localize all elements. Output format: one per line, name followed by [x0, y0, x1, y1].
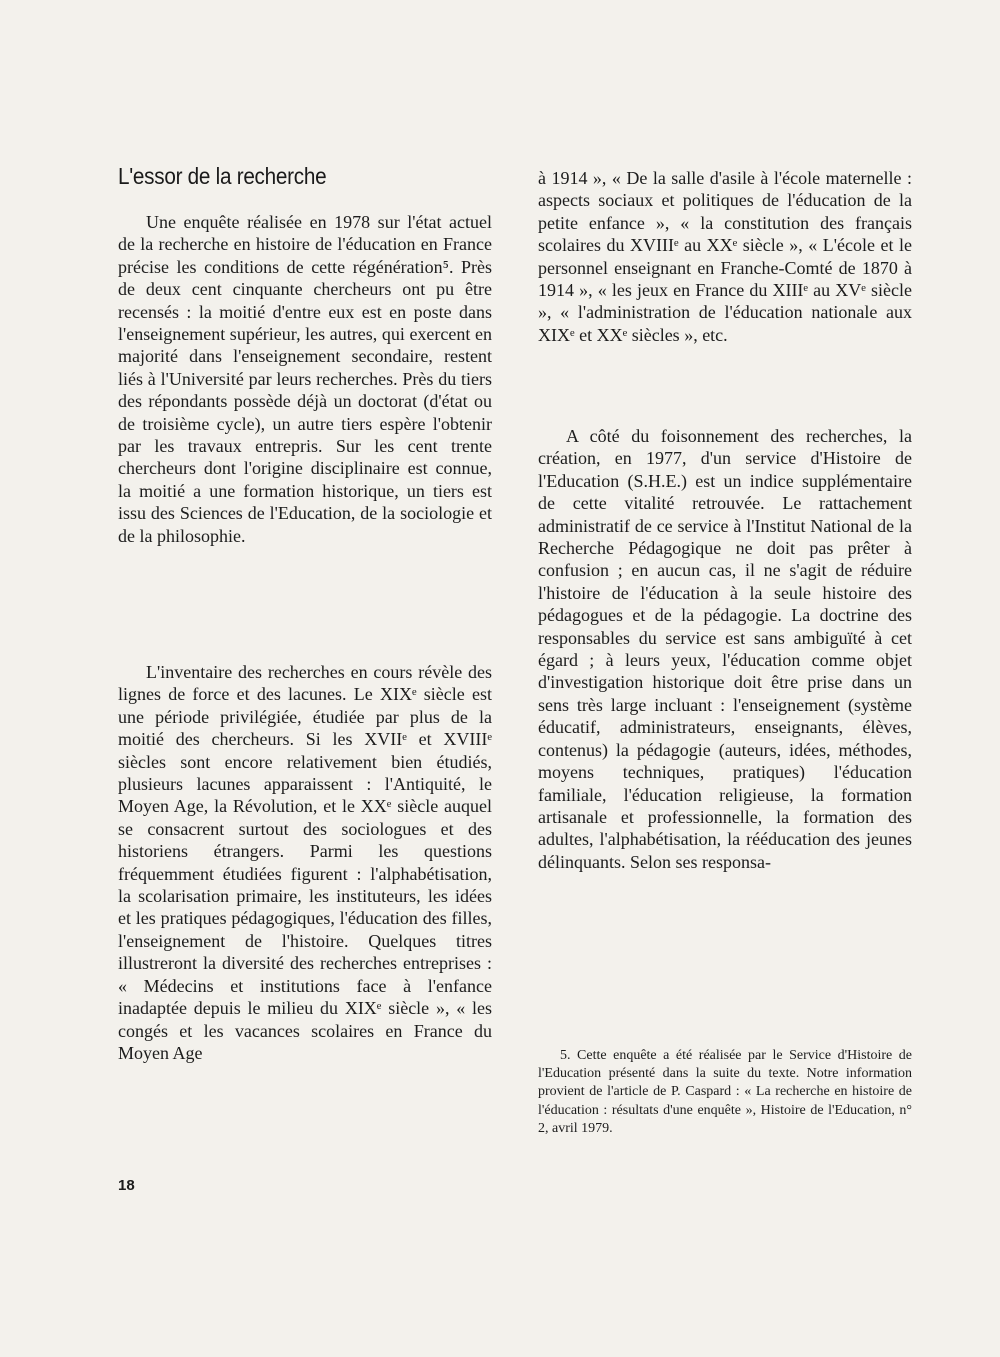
body-paragraph: à 1914 », « De la salle d'asile à l'école maternelle : aspects sociaux et politiques de l'éducation de la petite enfance », « la constitution des français scolaires du XVIIIᵉ au XXᵉ siècle », « L'école et le personnel enseignant en Franche-Comté de 1870 à 1914 », « les jeux en France du XIIIᵉ au XVᵉ siècle », « l'administration de l'éducation nationale aux XIXᵉ et XXᵉ siècles », etc. — [538, 168, 912, 345]
footnote: 5. Cette enquête a été réalisée par le Service d'Histoire de l'Education présenté dans la suite du texte. Notre information provient de l'article de P. Caspard : « La recherche en histoire de l'éducation : résultats d'une enquête », Histoire de l'Education, n° 2, avril 1979. — [538, 1048, 912, 1136]
section-heading: L'essor de la recherche — [118, 163, 327, 189]
page-number: 18 — [118, 1177, 135, 1194]
body-paragraph: L'inventaire des recherches en cours révèle des lignes de force et des lacunes. Le XIXᵉ siècle est une période privilégiée, étudiée par plus de la moitié des chercheurs. Si les XVIIᵉ et XVIIIᵉ siècles sont encore relativement bien étudiés, plusieurs lacunes apparaissent : l'Antiquité, le Moyen Age, la Révolution, et le XXᵉ siècle auquel se consacrent surtout des sociologues et des historiens étrangers. Parmi les questions fréquemment étudiées figurent : l'alphabétisation, la scolarisation primaire, les instituteurs, les idées et les pratiques pédagogiques, l'éducation des filles, l'enseignement de l'histoire. Quelques titres illustreront la diversité des recherches entreprises : « Médecins et institutions face à l'enfance inadaptée depuis le milieu du XIXᵉ siècle », « les congés et les vacances scolaires en France du Moyen Age — [118, 662, 492, 1063]
body-paragraph: A côté du foisonnement des recherches, la création, en 1977, d'un service d'Histoire de l'Education (S.H.E.) est un indice supplémentaire de cette vitalité retrouvée. Le rattachement administratif de ce service à l'Institut National de la Recherche Pédagogique ne doit pas prêter à confusion ; en aucun cas, il ne s'agit de réduire l'histoire de l'éducation à la seule histoire des pédagogues et de la pédagogie. La doctrine des responsables du service est sans ambiguïté à cet égard ; à leurs yeux, l'éducation comme objet d'investigation historique doit être prise dans un sens très large incluant : l'enseignement (système éducatif, administrateurs, enseignants, élèves, contenus) la pédagogie (auteurs, idées, méthodes, moyens techniques, pratiques) l'éducation familiale, l'éducation religieuse, la formation artisanale et professionnelle, la formation des adultes, l'alphabétisation, la rééducation des jeunes délinquants. Selon ses responsa- — [538, 426, 912, 872]
body-paragraph: Une enquête réalisée en 1978 sur l'état actuel de la recherche en histoire de l'éducation en France précise les conditions de cette régénération⁵. Près de deux cent cinquante chercheurs ont pu être recensés : la moitié d'entre eux est en poste dans l'enseignement supérieur, les autres, qui exercent en majorité dans l'enseignement secondaire, restent liés à l'Université par leurs recherches. Près du tiers des répondants possède déjà un doctorat (d'état ou de troisième cycle), un autre tiers espère l'obtenir par les travaux entrepris. Sur les cent trente chercheurs dont l'origine disciplinaire est connue, la moitié a une formation historique, un tiers est issu des Sciences de l'Education, de la sociologie et de la philosophie. — [118, 212, 492, 546]
